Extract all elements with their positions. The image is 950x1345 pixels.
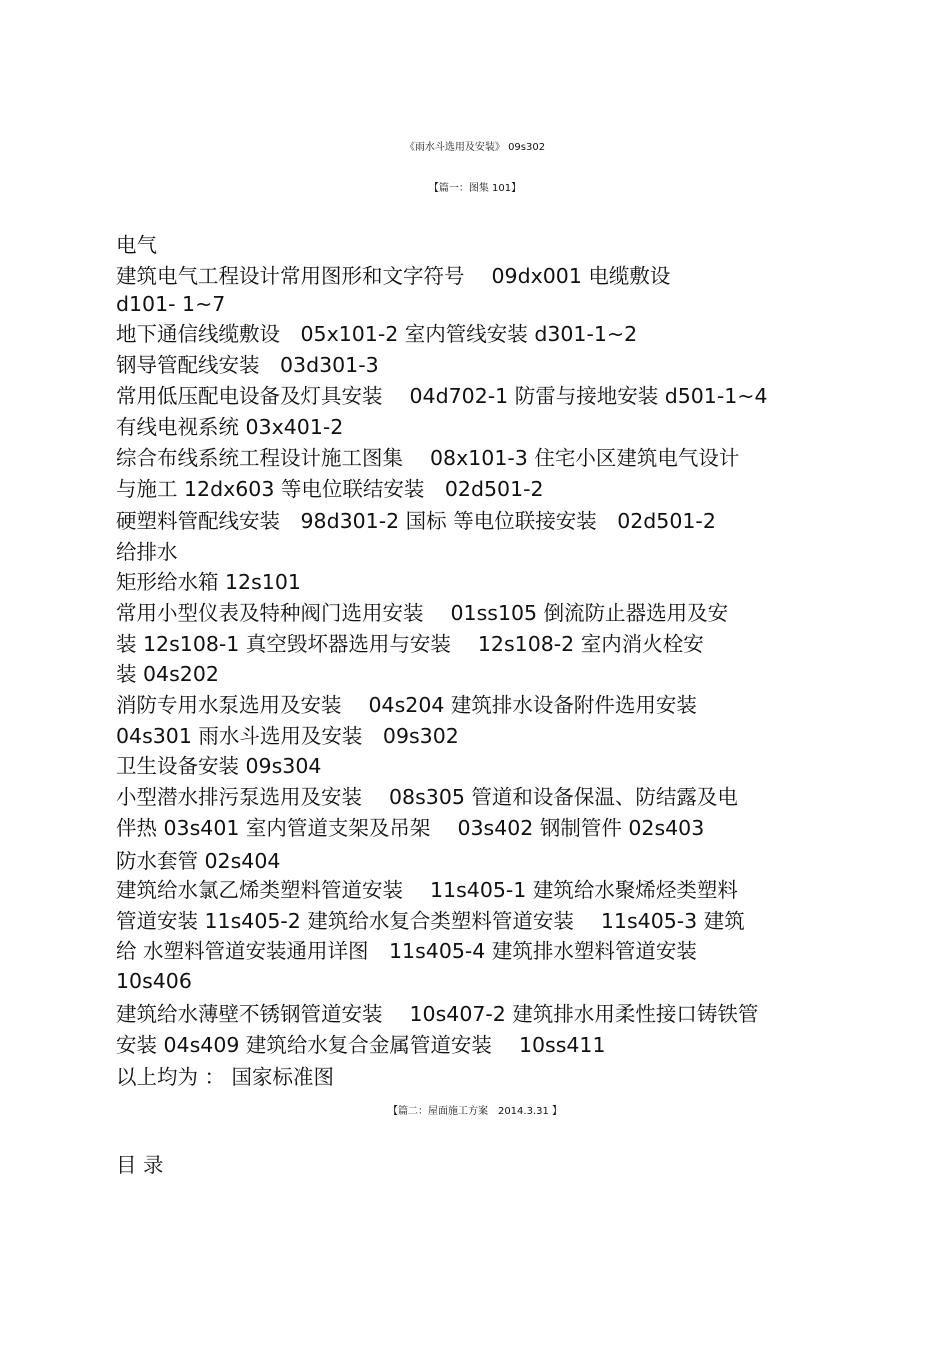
body-line: 管道安装 11s405-2 建筑给水复合类塑料管道安装 11s405-3 建筑 <box>116 909 745 933</box>
body-line: 硬塑料管配线安装 98d301-2 国标 等电位联接安装 02d501-2 <box>116 509 716 533</box>
body-line: 防水套管 02s404 <box>116 849 281 873</box>
body-line: 10s406 <box>116 969 192 993</box>
body-line: 以上均为 ： 国家标准图 <box>116 1065 335 1089</box>
document-title: 《雨水斗选用及安装》 09s302 <box>404 142 546 153</box>
body-line: 矩形给水箱 12s101 <box>116 570 301 594</box>
body-line: 常用小型仪表及特种阀门选用安装 01ss105 倒流防止器选用及安 <box>116 601 729 625</box>
body-line: 卫生设备安装 09s304 <box>116 754 322 778</box>
body-line: 安装 04s409 建筑给水复合金属管道安装 10ss411 <box>116 1033 606 1057</box>
body-line: 04s301 雨水斗选用及安装 09s302 <box>116 724 459 748</box>
body-line: 综合布线系统工程设计施工图集 08x101-3 住宅小区建筑电气设计 <box>116 446 740 470</box>
body-line: 钢导管配线安装 03d301-3 <box>116 353 379 377</box>
body-line: 地下通信线缆敷设 05x101-2 室内管线安装 d301-1~2 <box>116 322 638 346</box>
body-line: 目 录 <box>116 1153 164 1177</box>
body-line: 建筑给水氯乙烯类塑料管道安装 11s405-1 建筑给水聚烯烃类塑料 <box>116 878 738 902</box>
body-line: 伴热 03s401 室内管道支架及吊架 03s402 钢制管件 02s403 <box>116 816 705 840</box>
body-line: 给排水 <box>116 540 178 564</box>
body-line: d101- 1~7 <box>116 292 226 316</box>
body-line: 电气 <box>116 233 157 257</box>
body-line: 建筑给水薄壁不锈钢管道安装 10s407-2 建筑排水用柔性接口铸铁管 <box>116 1002 759 1026</box>
section-2-heading: 【篇二：屋面施工方案 2014.3.31 】 <box>387 1106 563 1117</box>
body-line: 给 水塑料管道安装通用详图 11s405-4 建筑排水塑料管道安装 <box>116 939 697 963</box>
body-line: 消防专用水泵选用及安装 04s204 建筑排水设备附件选用安装 <box>116 693 697 717</box>
body-line: 建筑电气工程设计常用图形和文字符号 09dx001 电缆敷设 <box>116 264 671 288</box>
body-line: 常用低压配电设备及灯具安装 04d702-1 防雷与接地安装 d501-1~4 <box>116 384 768 408</box>
body-line: 有线电视系统 03x401-2 <box>116 415 344 439</box>
body-line: 装 04s202 <box>116 662 219 686</box>
body-line: 装 12s108-1 真空毁坏器选用与安装 12s108-2 室内消火栓安 <box>116 632 704 656</box>
body-line: 与施工 12dx603 等电位联结安装 02d501-2 <box>116 477 544 501</box>
section-1-heading: 【篇一：图集 101】 <box>428 183 522 194</box>
body-line: 小型潜水排污泵选用及安装 08s305 管道和设备保温、防结露及电 <box>116 785 738 809</box>
